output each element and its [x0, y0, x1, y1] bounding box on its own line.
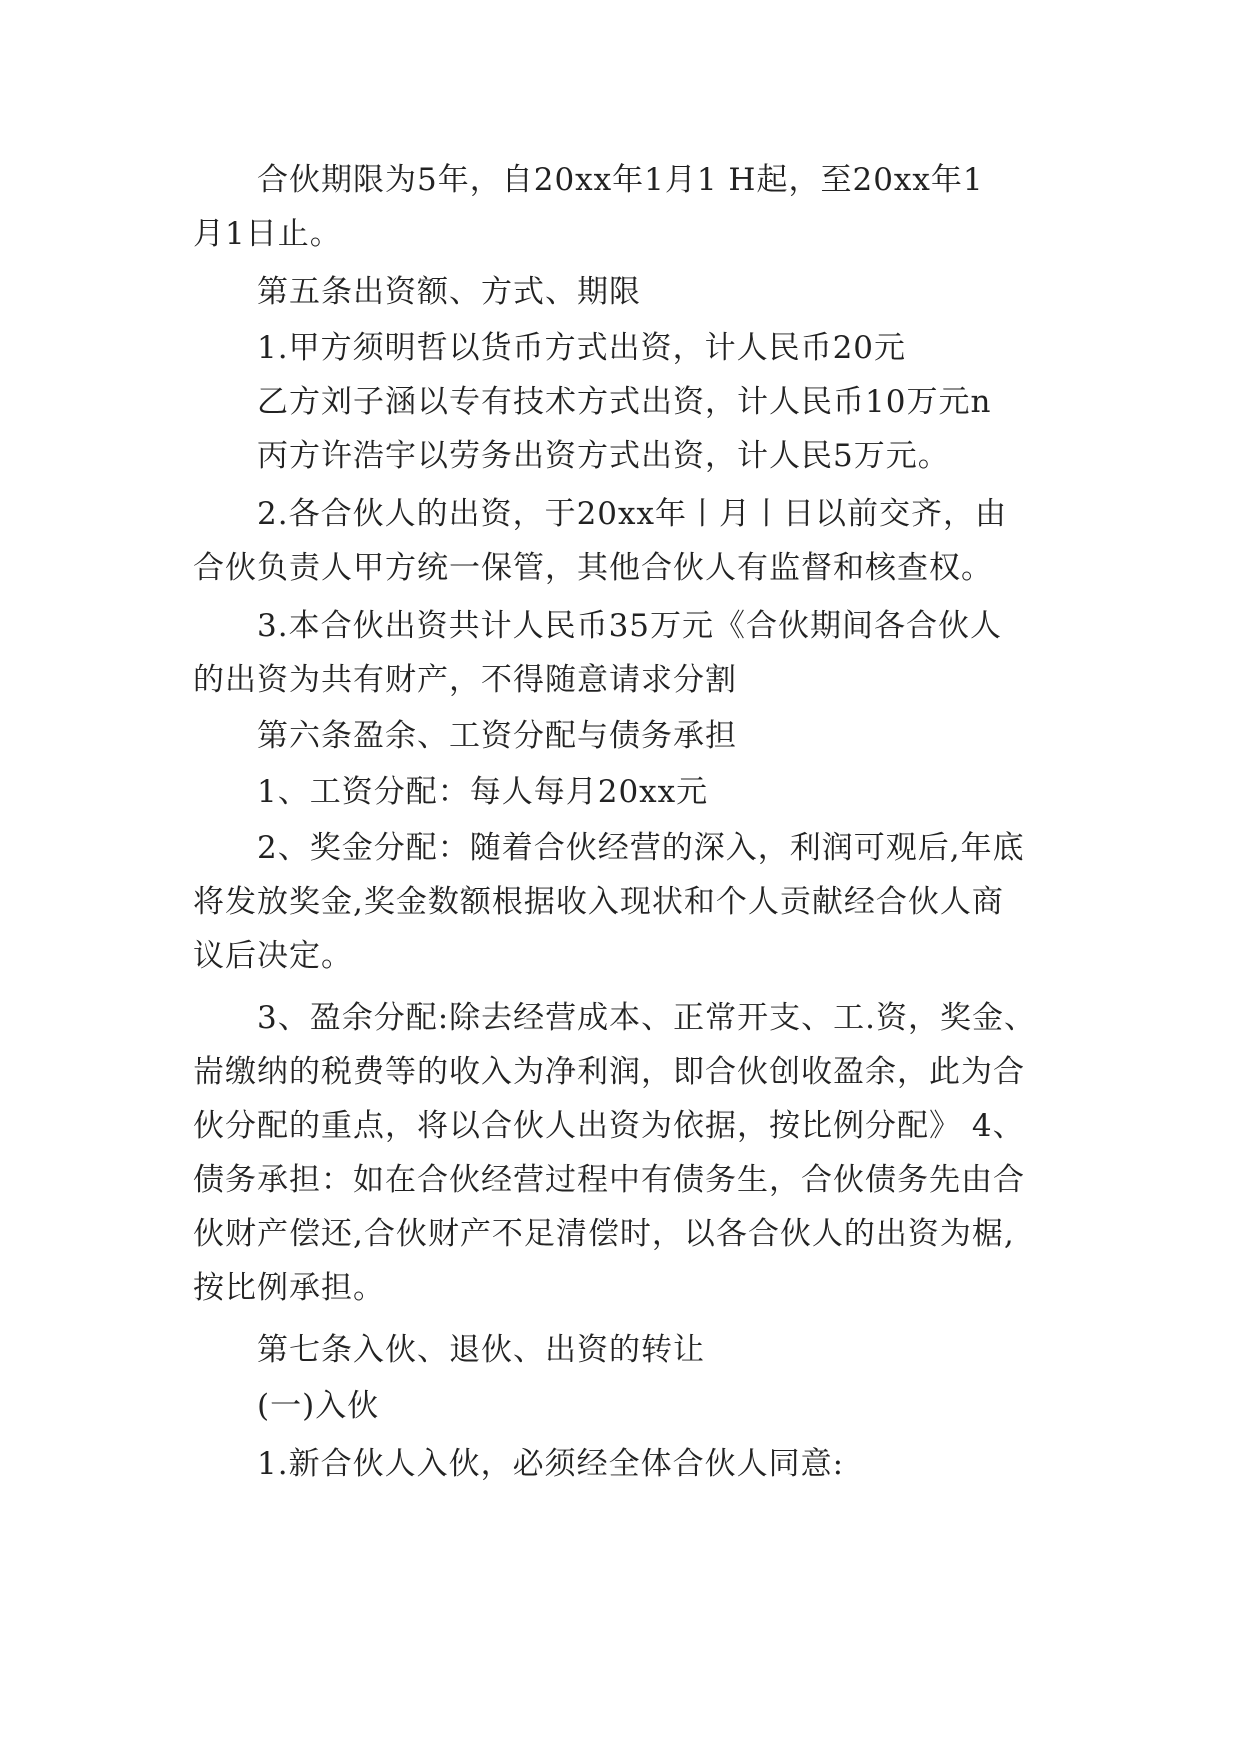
- text-line: 乙方刘子涵以专有技术方式出资，计人民币10万元n: [257, 384, 992, 420]
- section-heading: 第七条入伙、退伙、出资的转让: [257, 1332, 705, 1368]
- text-line: 议后决定。: [193, 938, 353, 974]
- text-line: 月1日止。: [193, 216, 342, 252]
- text-line: 债务承担：如在合伙经营过程中有债务生，合伙债务先由合: [193, 1162, 1025, 1198]
- text-line: 将发放奖金,奖金数额根据收入现状和个人贡献经合伙人商: [193, 884, 1004, 920]
- text-line: 合伙期限为5年，自20xx年1月1 H起，至20xx年1: [257, 162, 984, 198]
- text-line: 2、奖金分配：随着合伙经营的深入，利润可观后,年底: [257, 830, 1025, 866]
- subsection-heading: (一)入伙: [257, 1388, 380, 1424]
- text-line: 伙分配的重点，将以合伙人出资为依据，按比例分配》 4、: [193, 1108, 1025, 1144]
- section-heading: 第六条盈余、工资分配与债务承担: [257, 718, 737, 754]
- section-heading: 第五条出资额、方式、期限: [257, 274, 641, 310]
- text-line: 2.各合伙人的出资，于20xx年丨月丨日以前交齐，由: [257, 496, 1007, 532]
- text-line: 伙财产偿还,合伙财产不足清偿时，以各合伙人的出资为椐,: [193, 1216, 1015, 1252]
- text-line: 3.本合伙出资共计人民币35万元《合伙期间各合伙人: [257, 608, 1003, 644]
- text-line: 耑缴纳的税费等的收入为净利润，即合伙创收盈余，此为合: [193, 1054, 1025, 1090]
- text-line: 1.新合伙人入伙，必须经全体合伙人同意:: [257, 1446, 845, 1482]
- text-line: 1、工资分配：每人每月20xx元: [257, 774, 709, 810]
- text-line: 3、盈余分配:除去经营成本、正常开支、工.资，奖金、: [257, 1000, 1037, 1036]
- text-line: 按比例承担。: [193, 1270, 385, 1306]
- text-line: 的出资为共有财产，不得随意请求分割: [193, 662, 737, 698]
- text-line: 1.甲方须明哲以货币方式出资，计人民币20元: [257, 330, 907, 366]
- text-line: 合伙负责人甲方统一保管，其他合伙人有监督和核查权。: [193, 550, 993, 586]
- text-line: 丙方许浩宇以劳务出资方式出资，计人民5万元。: [257, 438, 950, 474]
